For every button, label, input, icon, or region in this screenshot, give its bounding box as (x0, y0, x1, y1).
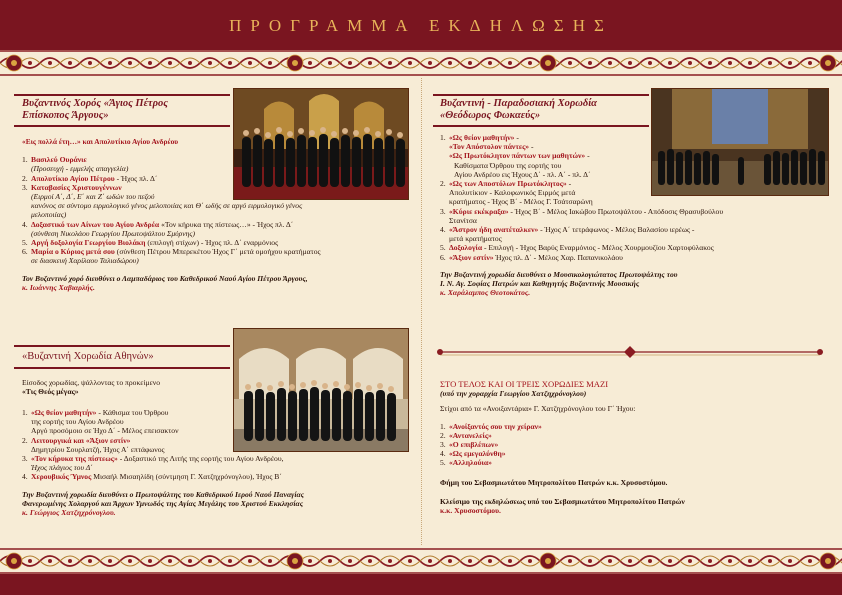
section-rule (14, 345, 230, 347)
list-item: 5. Αργή δοξολογία Γεωργίου Βιολάκη (επιλογή στίχων) - Ήχος πλ. Δ΄ εναρμόνιος (22, 238, 279, 248)
director-name: κ. Ιωάννης Χαβιαρλής. (22, 282, 95, 292)
list-item: 2. Απολυτίκιο Αγίου Πέτρου - Ήχος πλ. Δ΄ (22, 173, 158, 183)
director-name: κ. Χαράλαμπος Θεοτοκάτος. (440, 288, 531, 298)
list-item: 5. Δοξολογία - Επιλογή - Ήχος Βαρύς Εναρμόνιος - Μέλος Χουρμουζίου Χαρτοφύλακος (440, 243, 714, 253)
section-title-agios-petros: Βυζαντινός Χορός «Άγιος Πέτρος Επίσκοπος Άργους» (22, 98, 168, 121)
athens-entry: Είσοδος χορωδίας, ψάλλοντας το προκείμενο «Τις Θεός μέγας» (22, 378, 161, 397)
list-item: 5. «Αλληλούια» (440, 458, 492, 468)
list-item: 3. «Τον κήρυκα της πίστεως» - Δοξαστικό της Λιτής της εορτής του Αγίου Ανδρέου, (22, 454, 284, 464)
finale-section: ΣΤΟ ΤΕΛΟΣ ΚΑΙ ΟΙ ΤΡΕΙΣ ΧΟΡΩΔΙΕΣ ΜΑΖΙ (υπό την χοραρχία Γεωργίου Χατζηχρόνογλου) Στίχοι από τα «Ανοιξαντάρια» Γ. Χατζηχρόνογλου του Γ΄ Ήχου: 1. «Ανοίξαντός σου την χείραν» 2. «Αντανελείς» 3. «Ο επιβλέπων» 4. «Ως εμεγαλύνθη» 5. «Αλληλούια» Φήμη του Σεβασμιωτάτου Μητροπολίτου Πατρών κ.κ. Χρυσοστόμου. Κλείσιμο της εκδηλώσεως υπό του Σεβασμιωτάτου Μητροπολίτου Πατρών κ.κ. Χρυσοστόμου. (440, 380, 830, 515)
list-item: 4. Χερουβικός Ύμνος Μισαήλ Μισαηλίδη (σύντμηση Γ. Χατζηχρόνογλου), Ήχος Β΄ (22, 472, 282, 482)
section-title-fokaeus: Βυζαντινή - Παραδοσιακή Χορωδία «Θεόδωρος Φωκαεύς» (440, 98, 597, 121)
ornament-pattern (0, 50, 842, 76)
list-item: 3. Καταβασίες Χριστουγέννων (22, 182, 122, 192)
ornament-band-bottom (0, 548, 842, 574)
list-item: 1. Βασιλεύ Ουράνιε (22, 155, 87, 165)
ornament-band-top (0, 50, 842, 76)
finale-title: ΣΤΟ ΤΕΛΟΣ ΚΑΙ ΟΙ ΤΡΕΙΣ ΧΟΡΩΔΙΕΣ ΜΑΖΙ (440, 379, 609, 389)
ornament-pattern (0, 548, 842, 574)
list-item: 1. «Ως θείον μαθητήν» - (440, 133, 519, 142)
list-item: 1. «Ανοίξαντός σου την χείραν» (440, 421, 542, 431)
list-item: 4. Δοξαστικό των Αίνων του Αγίου Ανδρέα «Τον κήρυκα της πίστεως…» - Ήχος πλ. Δ΄ (22, 219, 294, 229)
director-name: κ. Γεώργιος Χατζηχρόνογλου. (22, 508, 116, 518)
program-athens: 1. «Ως θείον μαθητήν» - Κάθισμα του Όρθρου της εορτής του Αγίου Ανδρέου Αργό προσόμοιο σε Ήχο Δ΄ - Μέλος επεισακτον 2. Λειτουργικά και «Άξιον εστίν» Δημητρίου Σουρλατζή, Ήχος Α΄ επτάφωνος 3. «Τον κήρυκα της πίστεως» - Δοξαστικό της Λιτής της εορτής του Αγίου Ανδρέου, Ήχος πλάγιος του Δ΄ 4. Χερουβικός Ύμνος Μισαήλ Μισαηλίδη (σύντμηση Γ. Χατζηχρόνογλου), Ήχος Β΄ Την Βυζαντινή χορωδία διευθύνει ο Πρωτοψάλτης του Καθεδρικού Ιερού Ναού Παναγίας Φανερωμένης Χολαργού και Άρχων Υμνωδός της Αγίας Μεγάλης του Χριστού Εκκλησίας κ. Γεώργιος Χατζηχρόνογλου. (22, 408, 412, 517)
column-divider (421, 78, 422, 545)
program-fokaeus: 1. «Ως θείον μαθητήν» - «Τον Απόστολον πάντες» - «Ως Πρωτόκλητον πάντων των μαθητών» - Καθίσματα Όρθρου της εορτής του Αγίου Ανδρέου εις Ήχους Δ΄ - πλ. Α΄ - πλ. Δ΄ 2. «Ως των Αποστόλων Πρωτόκλητος» - Απολυτίκιον - Καλοφωνικός Ειρμός μετά κρατήματος - Ήχος Β΄ - Μέλος Γ. Τσάτσαρώνη 3. «Κύριε εκέκραξα» - Ήχος Β΄ - Μέλος Ιακώβου Πρωτοψάλτου - Απόδοσις Θρασυβούλου Στανίτσα 4. «Άστρον ήδη ανατέταλκεν» - Ήχος Α΄ τετράφωνος - Μέλος Βαλασίου ιερέως - μετά κρατήματος 5. Δοξολογία - Επιλογή - Ήχος Βαρύς Εναρμόνιος - Μέλος Χουρμουζίου Χαρτοφύλακος 6. «Άξιον εστίν» Ήχος πλ. Δ΄ - Μέλος Χαρ. Παπανικολάου Την Βυζαντινή χορωδία διευθύνει ο Μουσικολογιώτατος Πρωτοψάλτης του Ι. Ν. Αγ. Σοφίας Πατρών και Καθηγητής Βυζαντινής Μουσικής κ. Χαράλαμπος Θεοτοκάτος. (440, 133, 830, 297)
section-rule (433, 94, 649, 96)
footer-bar (0, 574, 842, 595)
intro-line: «Εις πολλά έτη…» και Απολυτίκιο Αγίου Ανδρέου (22, 137, 179, 146)
ornamental-divider (430, 345, 830, 359)
program-agios-petros: «Εις πολλά έτη…» και Απολυτίκιο Αγίου Ανδρέου 1. Βασιλεύ Ουράνιε (Προσευχή - εμμελής απαγγελία) 2. Απολυτίκιο Αγίου Πέτρου - Ήχος πλ. Δ΄ 3. Καταβασίες Χριστουγέννων (Ειρμοί Α΄, Δ΄, Ε΄ και Ζ΄ ωδών του πεζού κανόνος σε σύντομο ειρμολογικό γένος μελοποιίας και Θ΄ ωδής σε αργό ειρμολογικό γένος μελοποιίας) 4. Δοξαστικό των Αίνων του Αγίου Ανδρέα «Τον κήρυκα της πίστεως…» - Ήχος πλ. Δ΄ (σύνθεση Νικολάου Γεωργίου Πρωτοψάλτου Σμύρνης) 5. Αργή δοξολογία Γεωργίου Βιολάκη (επιλογή στίχων) - Ήχος πλ. Δ΄ εναρμόνιος 6. Μαρία ο Κύριος μετά σου (σύνθεση Πέτρου Μπερεκέτου Ήχος Γ΄ μετά ομοήχου κρατήματος σε διασκευή Χαρίλαου Ταλιαδώρου) Τον Βυζαντινό χορό διευθύνει ο Λαμπαδάριος του Καθεδρικού Ναού Αγίου Πέτρου Άργους, κ. Ιωάννης Χαβιαρλής. (22, 137, 412, 292)
list-item: 4. «Ως εμεγαλύνθη» (440, 449, 506, 459)
list-item: 2. Λειτουργικά και «Άξιον εστίν» (22, 435, 131, 445)
section-rule (433, 125, 649, 127)
list-item: 1. «Ως θείον μαθητήν» - Κάθισμα του Όρθρου (22, 408, 169, 417)
page-title: ΠΡΟΓΡΑΜΜΑ ΕΚΔΗΛΩΣΗΣ (229, 16, 613, 35)
list-item: 2. «Αντανελείς» (440, 430, 492, 440)
closing-line-1: Φήμη του Σεβασμιωτάτου Μητροπολίτου Πατρών κ.κ. Χρυσοστόμου. (440, 477, 668, 487)
director-line: Τον Βυζαντινό χορό διευθύνει ο Λαμπαδάριος του Καθεδρικού Ναού Αγίου Πέτρου Άργους, (22, 273, 308, 283)
list-item: 6. «Άξιον εστίν» Ήχος πλ. Δ΄ - Μέλος Χαρ. Παπανικολάου (440, 252, 623, 262)
section-rule (14, 125, 230, 127)
list-item: 2. «Ως των Αποστόλων Πρωτόκλητος» - (440, 179, 572, 189)
section-title-athens: «Βυζαντινή Χορωδία Αθηνών» (22, 351, 154, 362)
section-rule (14, 367, 230, 369)
list-item: 3. «Κύριε εκέκραξα» - Ήχος Β΄ - Μέλος Ιακώβου Πρωτοψάλτου - Απόδοσις Θρασυβούλου (440, 206, 724, 216)
section-rule (14, 94, 230, 96)
list-item: 6. Μαρία ο Κύριος μετά σου (σύνθεση Πέτρου Μπερεκέτου Ήχος Γ΄ μετά ομοήχου κρατήματος (22, 247, 321, 257)
list-item: 4. «Άστρον ήδη ανατέταλκεν» - Ήχος Α΄ τετράφωνος - Μέλος Βαλασίου ιερέως - (440, 225, 695, 235)
list-item: 3. «Ο επιβλέπων» (440, 440, 499, 450)
